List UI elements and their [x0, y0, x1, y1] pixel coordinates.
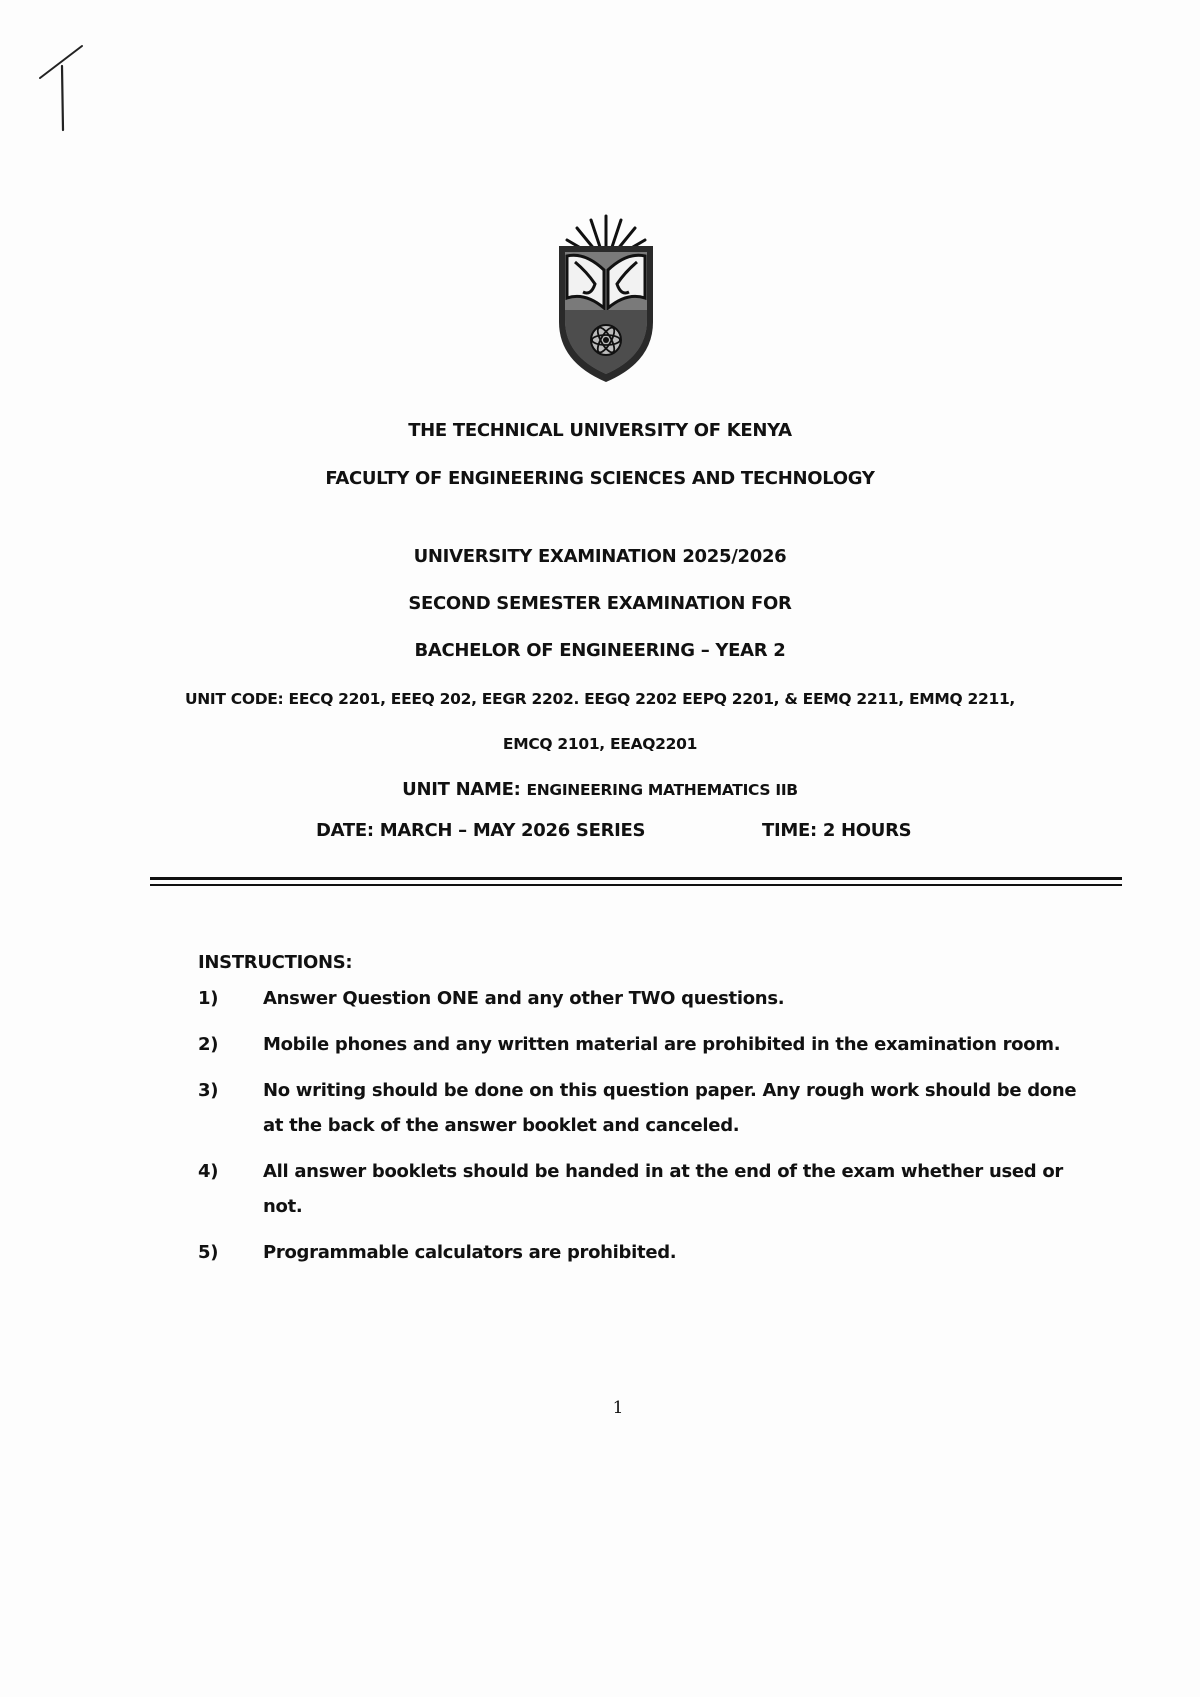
header-divider-thin — [150, 884, 1122, 886]
semester-title: SECOND SEMESTER EXAMINATION FOR — [408, 593, 792, 614]
instruction-number: 3) — [198, 1080, 219, 1101]
unit-name-label: UNIT NAME: — [402, 779, 521, 800]
instruction-text: Answer Question ONE and any other TWO questions. — [263, 988, 785, 1009]
page-number: 1 — [612, 1398, 624, 1418]
instruction-number: 4) — [198, 1161, 219, 1182]
unit-codes-line-2: EMCQ 2101, EEAQ2201 — [502, 735, 698, 753]
instruction-item — [198, 1235, 1078, 1270]
instructions-heading: INSTRUCTIONS: — [198, 952, 353, 973]
instruction-text: Programmable calculators are prohibited. — [263, 1242, 677, 1263]
unit-codes-line-1: UNIT CODE: EECQ 2201, EEEQ 202, EEGR 2202. EEGQ 2202 EEPQ 2201, & EEMQ 2211, EMMQ 2211, — [184, 690, 1016, 708]
unit-name — [0, 779, 1200, 800]
faculty-name: FACULTY OF ENGINEERING SCIENCES AND TECHNOLOGY — [325, 468, 875, 489]
header-divider-thick — [150, 877, 1122, 880]
exam-date: DATE: MARCH – MAY 2026 SERIES — [316, 820, 646, 841]
instruction-item — [198, 981, 1078, 1016]
instructions-section — [198, 952, 1078, 1281]
instruction-number: 5) — [198, 1242, 219, 1263]
instruction-number: 1) — [198, 988, 219, 1009]
exam-title: UNIVERSITY EXAMINATION 2025/2026 — [413, 546, 787, 567]
university-crest-logo — [555, 212, 657, 384]
date-time-row — [0, 820, 1200, 844]
program-title: BACHELOR OF ENGINEERING – YEAR 2 — [414, 640, 786, 661]
instruction-text: No writing should be done on this question paper. Any rough work should be done at the back of the answer booklet and canceled. — [263, 1080, 1077, 1136]
instruction-number: 2) — [198, 1034, 219, 1055]
instruction-text: Mobile phones and any written material are prohibited in the examination room. — [263, 1034, 1061, 1055]
handwritten-page-mark — [30, 40, 90, 140]
instruction-item — [198, 1154, 1078, 1224]
instruction-text: All answer booklets should be handed in at the end of the exam whether used or not. — [263, 1161, 1063, 1217]
unit-name-value: ENGINEERING MATHEMATICS IIB — [526, 781, 798, 799]
instruction-item — [198, 1027, 1078, 1062]
instruction-item — [198, 1073, 1078, 1143]
exam-duration: TIME: 2 HOURS — [762, 820, 912, 841]
university-name: THE TECHNICAL UNIVERSITY OF KENYA — [408, 420, 792, 441]
